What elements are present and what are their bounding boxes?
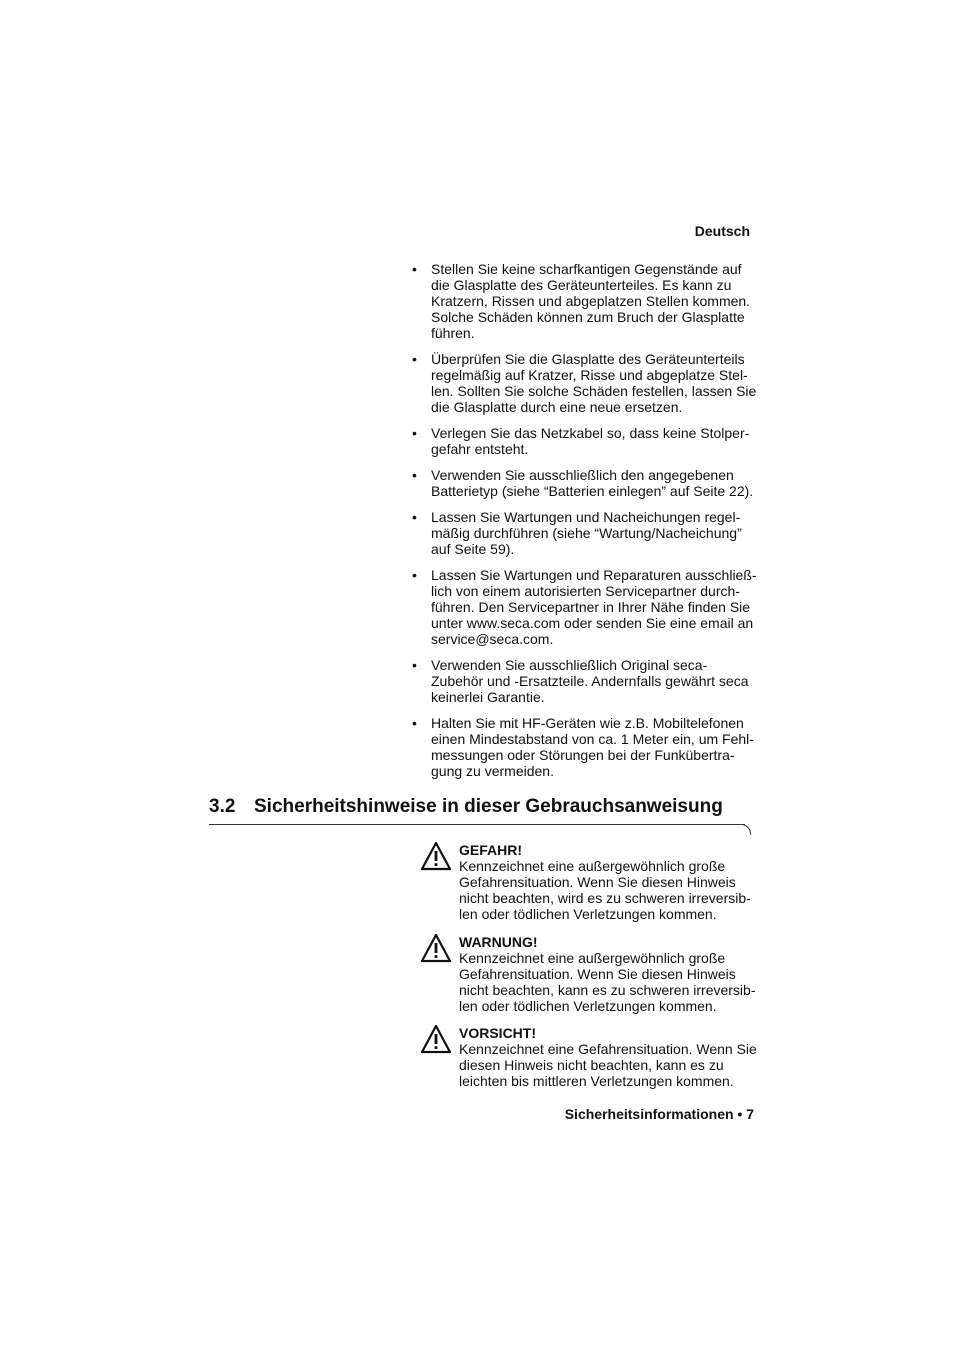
section-divider — [209, 824, 745, 825]
section-number: 3.2 — [209, 796, 236, 817]
bullet-dot: • — [412, 657, 417, 673]
list-item — [412, 351, 757, 415]
page-footer: Sicherheitsinformationen • 7 — [564, 1106, 754, 1122]
list-item-text: Lassen Sie Wartungen und Reparaturen ausschließ-lich von einem autorisierten Servicepartner durch-führen. Den Servicepartner in Ihrer Nähe finden Sie unter www.seca.com oder senden Sie eine email an service@seca.com. — [431, 567, 757, 647]
list-item-text: Überprüfen Sie die Glasplatte des Geräteunterteils regelmäßig auf Kratzer, Risse und abgeplatze Stel-len. Sollten Sie solche Schäden festellen, lassen Sie die Glasplatte durch eine neue ersetzen. — [431, 351, 757, 415]
notice-danger — [420, 842, 760, 922]
notice-text: Kennzeichnet eine außergewöhnlich große Gefahrensituation. Wenn Sie diesen Hinweis nicht beachten, wird es zu schweren irreversib-len oder tödlichen Verletzungen kommen. — [459, 858, 751, 922]
warning-triangle-icon — [420, 841, 452, 871]
bullet-dot: • — [412, 509, 417, 525]
warning-triangle-icon — [420, 933, 452, 963]
list-item-text: Lassen Sie Wartungen und Nacheichungen regel-mäßig durchführen (siehe “Wartung/Nacheichung” auf Seite 59). — [431, 509, 742, 557]
section-title: Sicherheitshinweise in dieser Gebrauchsanweisung — [254, 796, 723, 817]
list-item — [412, 425, 757, 457]
list-item-text: Verlegen Sie das Netzkabel so, dass keine Stolper-gefahr entsteht. — [431, 425, 750, 457]
notice-text: Kennzeichnet eine außergewöhnlich große Gefahrensituation. Wenn Sie diesen Hinweis nicht beachten, kann es zu schweren irreversib-len oder tödlichen Verletzungen kommen. — [459, 950, 756, 1014]
list-item — [412, 261, 757, 341]
bullet-dot: • — [412, 715, 417, 731]
bullet-dot: • — [412, 425, 417, 441]
bullet-dot: • — [412, 567, 417, 583]
page-language-label: Deutsch — [694, 223, 750, 239]
list-item — [412, 567, 757, 647]
bullet-dot: • — [412, 467, 417, 483]
bullet-dot: • — [412, 261, 417, 277]
list-item-text: Stellen Sie keine scharfkantigen Gegenstände auf die Glasplatte des Geräteunterteiles. Es kann zu Kratzern, Rissen und abgeplatzen Stellen kommen. Solche Schäden können zum Bruch der Glasplatte führen. — [431, 261, 751, 341]
warning-triangle-icon — [420, 1024, 452, 1054]
notice-label: WARNUNG! — [459, 934, 538, 950]
list-item — [412, 467, 757, 499]
bullet-dot: • — [412, 351, 417, 367]
notice-label: VORSICHT! — [459, 1025, 536, 1041]
notice-warning — [420, 934, 760, 1014]
safety-bullet-list — [412, 261, 757, 789]
list-item-text: Verwenden Sie ausschließlich den angegebenen Batterietyp (siehe “Batterien einlegen” auf Seite 22). — [431, 467, 754, 499]
notice-caution — [420, 1025, 760, 1089]
section-divider-hook — [738, 824, 751, 835]
list-item — [412, 657, 757, 705]
section-heading — [209, 796, 723, 818]
notice-text: Kennzeichnet eine Gefahrensituation. Wenn Sie diesen Hinweis nicht beachten, kann es zu leichten bis mittleren Verletzungen kommen. — [459, 1041, 757, 1089]
list-item-text: Halten Sie mit HF-Geräten wie z.B. Mobiltelefonen einen Mindestabstand von ca. 1 Meter ein, um Fehl-messungen oder Störungen bei der Funkübertra-gung zu vermeiden. — [431, 715, 754, 779]
list-item — [412, 509, 757, 557]
notice-label: GEFAHR! — [459, 842, 522, 858]
list-item-text: Verwenden Sie ausschließlich Original seca-Zubehör und -Ersatzteile. Andernfalls gewährt seca keinerlei Garantie. — [431, 657, 749, 705]
list-item — [412, 715, 757, 779]
